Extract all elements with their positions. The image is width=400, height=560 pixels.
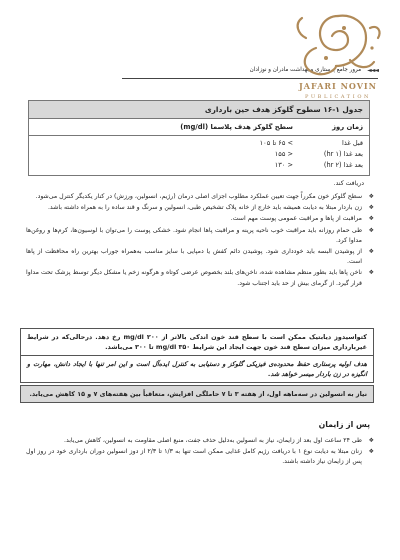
bullet-text: ناخن پاها باید بطور منظم مشاهده شده، ناخن‌های بلند بخصوص عرضی کوتاه و هرگونه زخم یا مشکل دیگر توسط پزشک تحت مداوا قرار گیرد. از گرمای بیش از حد باید اجتناب شود. [26, 269, 362, 287]
list-item [26, 436, 374, 446]
table-cell-level: < ۱۵۵ [274, 150, 293, 158]
bullet-diamond-icon: ❖ [368, 448, 374, 456]
bullet-text: طی ۲۴ ساعت اول بعد از زایمان، نیاز به انسولین به‌دلیل حذف جفت، منبع اصلی مقاومت به انسولین، کاهش می‌یابد. [63, 437, 362, 444]
bullet-text: طی حمام روزانه باید مراقبت خوب ناحیه پرینه و مراقبت پاها انجام شود. خشکی پوست را می‌توان با لوسیون‌ها، کرم‌ها و روغن‌ها مداوا کرد. [26, 226, 362, 244]
glucose-target-table [28, 100, 370, 176]
postpartum-bullet-list [26, 436, 374, 469]
table-row [35, 149, 363, 160]
list-item [26, 226, 374, 246]
logo-brand: JAFARI NOVIN [299, 81, 377, 91]
list-item [26, 447, 374, 467]
table-cell-time: قبل غذا [342, 139, 363, 147]
table-header-row [28, 119, 370, 136]
bullet-text: زن باردار مبتلا به دیابت همیشه باید خارج از خانه پلاک تشخیص طبی، انسولین و سرنگ و قند ساده را به همراه داشته باشد. [47, 204, 362, 212]
table-body [28, 136, 370, 176]
list-item [26, 192, 374, 202]
bullet-text: سطح گلوکز خون مکرراً جهت تعیین عملکرد مطلوب اجزای اصلی درمان (رژیم، انسولین، ورزش) در کنار یکدیگر کنترل می‌شود. [35, 193, 362, 200]
bullet-diamond-icon: ❖ [368, 193, 374, 200]
bullet-diamond-icon: ❖ [368, 269, 374, 277]
table-cell-time: بعد غذا (۱ hr) [323, 150, 363, 158]
ketoacidosis-note-box: کتواسیدوز دیابتیک ممکن است با سطح قند خون اندکی بالاتر از mg/dl ۲۰۰ رخ دهد. درحالی‌که در شرایط غیربارداری میزان سطح قند خون جهت ایجاد این شرایط mg/dl ۳۵۰ تا ۳۰۰ می‌باشد. [20, 328, 374, 356]
ornament-logo-icon [286, 8, 390, 88]
bullet-diamond-icon: ❖ [368, 215, 374, 223]
list-item [26, 247, 374, 267]
bullet-diamond-icon: ❖ [368, 204, 374, 212]
table-title: جدول ۱-۱۶ سطوح گلوکز هدف حین بارداری [28, 100, 370, 119]
table-cell-time: بعد غذا (۲ hr) [323, 161, 363, 169]
logo-sub: PUBLICATION [304, 94, 371, 100]
bullet-diamond-icon: ❖ [368, 437, 374, 444]
table-cell-level: > ۶۵ تا ۱۰۵ [259, 139, 293, 147]
nursing-goal-box: هدف اولیه پرستاری حفظ محدوده‌ی فیزیکی گلوکز و دستیابی به کنترل ایده‌آل است و این امر تنها با ایجاد دانش، مهارت و انگیزه در زن باردار میسر خواهد شد. [20, 355, 374, 383]
list-item [26, 203, 374, 213]
header-arrows-icon: ◄◄◄ [367, 66, 378, 74]
header-title: مرور جامع پرستاری و بهداشت مادران و نوزادان [249, 67, 362, 73]
bullet-diamond-icon: ❖ [368, 248, 374, 256]
insulin-need-box: نیاز به انسولین در سه‌ماهه اول، از هفته ۳ تا ۷ حاملگی افزایش، متعاقباً بین هفته‌های ۷ و ۱۵ کاهش می‌یابد. [20, 385, 374, 403]
care-bullet-list [26, 192, 374, 290]
bullet-diamond-icon: ❖ [368, 226, 374, 234]
list-item [26, 214, 374, 224]
table-row [35, 138, 363, 149]
publisher-logo [286, 8, 390, 112]
section-title-postpartum: پس از زایمان [318, 420, 370, 429]
bullet-text: زنان مبتلا به دیابت نوع ۱ با دریافت رژیم کامل غذایی ممکن است تنها به ۱/۳ تا ۲/۳ از دوز انسولین دوران بارداری خود در روز اول پس از زایمان نیاز داشته باشند. [26, 448, 363, 466]
table-header-time: زمان روز [332, 123, 363, 131]
table-row [35, 160, 363, 171]
bullet-text: مراقبت از پاها و مراقبت عمومی پوست مهم است. [230, 215, 362, 223]
bullet-text: از پوشیدن البسه باید خودداری شود. پوشیدن دائم کفش یا دمپایی با سایز مناسب به‌همراه جوراب بهترین راه محافظت از پاها است. [26, 248, 362, 266]
intro-text: دریافت کند. [333, 180, 364, 187]
table-header-level: سطح گلوکز هدف پلاسما (mg/dl) [180, 123, 293, 131]
table-cell-level: < ۱۳۰ [274, 161, 293, 169]
list-item [26, 268, 374, 288]
